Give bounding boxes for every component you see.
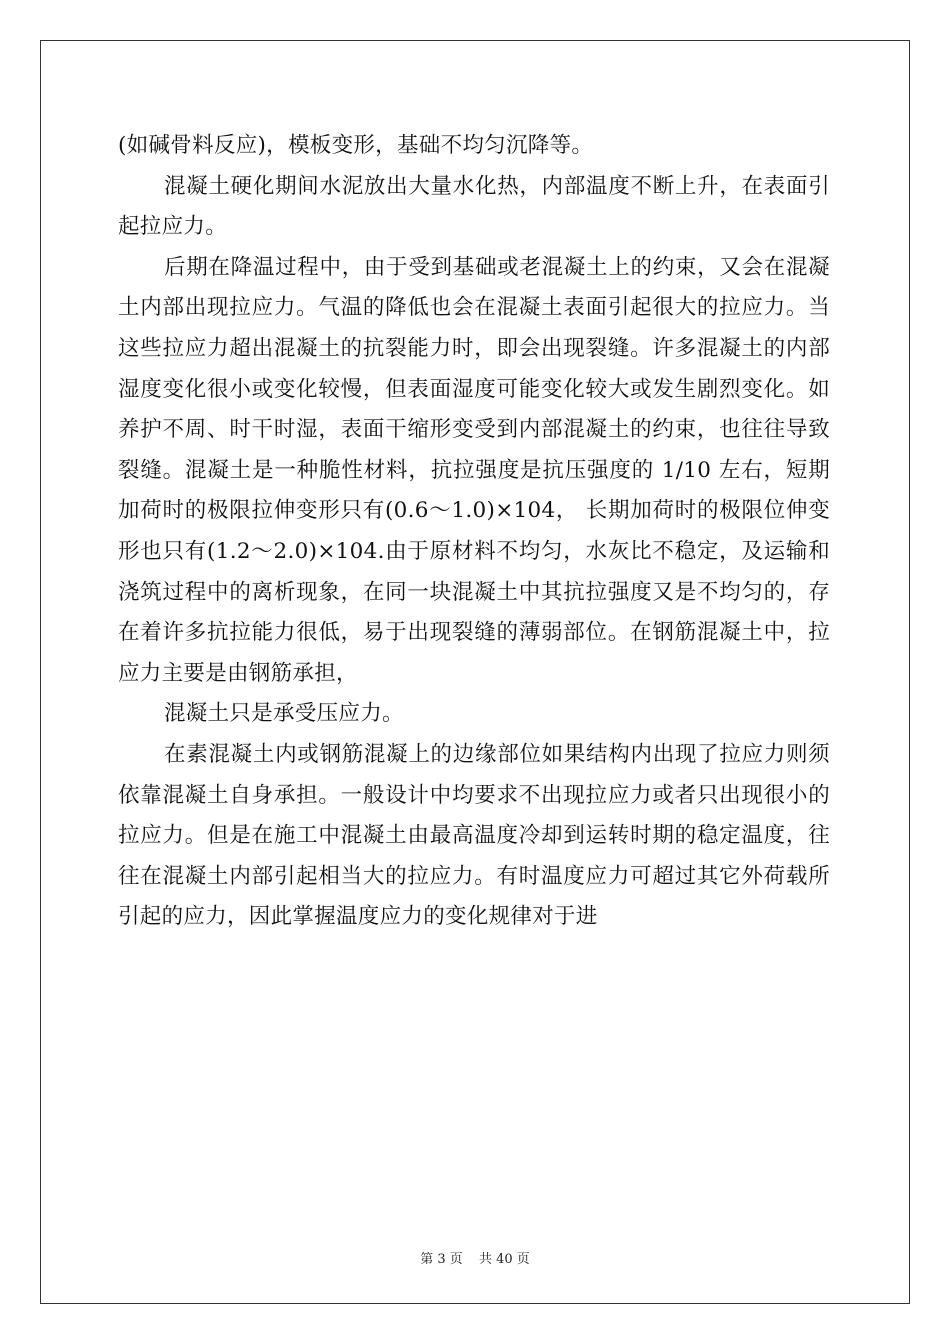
paragraph-1: (如碱骨料反应)，模板变形，基础不均匀沉降等。	[118, 133, 594, 158]
document-body	[118, 126, 830, 938]
paragraph-2: 混凝土硬化期间水泥放出大量水化热，内部温度不断上升，在表面引起拉应力。	[118, 173, 830, 240]
paragraph-3: 后期在降温过程中，由于受到基础或老混凝土上的约束，又会在混凝土内部出现拉应力。气温的降低也会在混凝土表面引起很大的拉应力。当这些拉应力超出混凝土的抗裂能力时，即会出现裂缝。许多混凝土的内部湿度变化很小或变化较慢，但表面湿度可能变化较大或发生剧烈变化。如养护不周、时干时湿，表面干缩形变受到内部混凝土的约束，也往往导致裂缝。混凝土是一种脆性材料，抗拉强度是抗压强度的 1/10 左右，短期加荷时的极限拉伸变形只有(0.6～1.0)×104， 长期加荷时的极限位伸变形也只有(1.2～2.0)×104.由于原材料不均匀，水灰比不稳定，及运输和浇筑过程中的离析现象，在同一块混凝土中其抗拉强度又是不均匀的，存在着许多抗拉能力很低，易于出现裂缝的薄弱部位。在钢筋混凝土中，拉应力主要是由钢筋承担，	[118, 254, 830, 686]
paragraph-5: 在素混凝土内或钢筋混凝上的边缘部位如果结构内出现了拉应力则须依靠混凝土自身承担。一般设计中均要求不出现拉应力或者只出现很小的拉应力。但是在施工中混凝土由最高温度冷却到运转时期的稳定温度，往往在混凝土内部引起相当大的拉应力。有时温度应力可超过其它外荷载所引起的应力，因此掌握温度应力的变化规律对于进	[118, 741, 830, 930]
paragraph-4: 混凝土只是承受压应力。	[164, 701, 404, 727]
page-number: 第 3 页	[420, 1252, 463, 1267]
page-footer	[0, 1248, 950, 1267]
total-pages: 共 40 页	[478, 1252, 530, 1267]
